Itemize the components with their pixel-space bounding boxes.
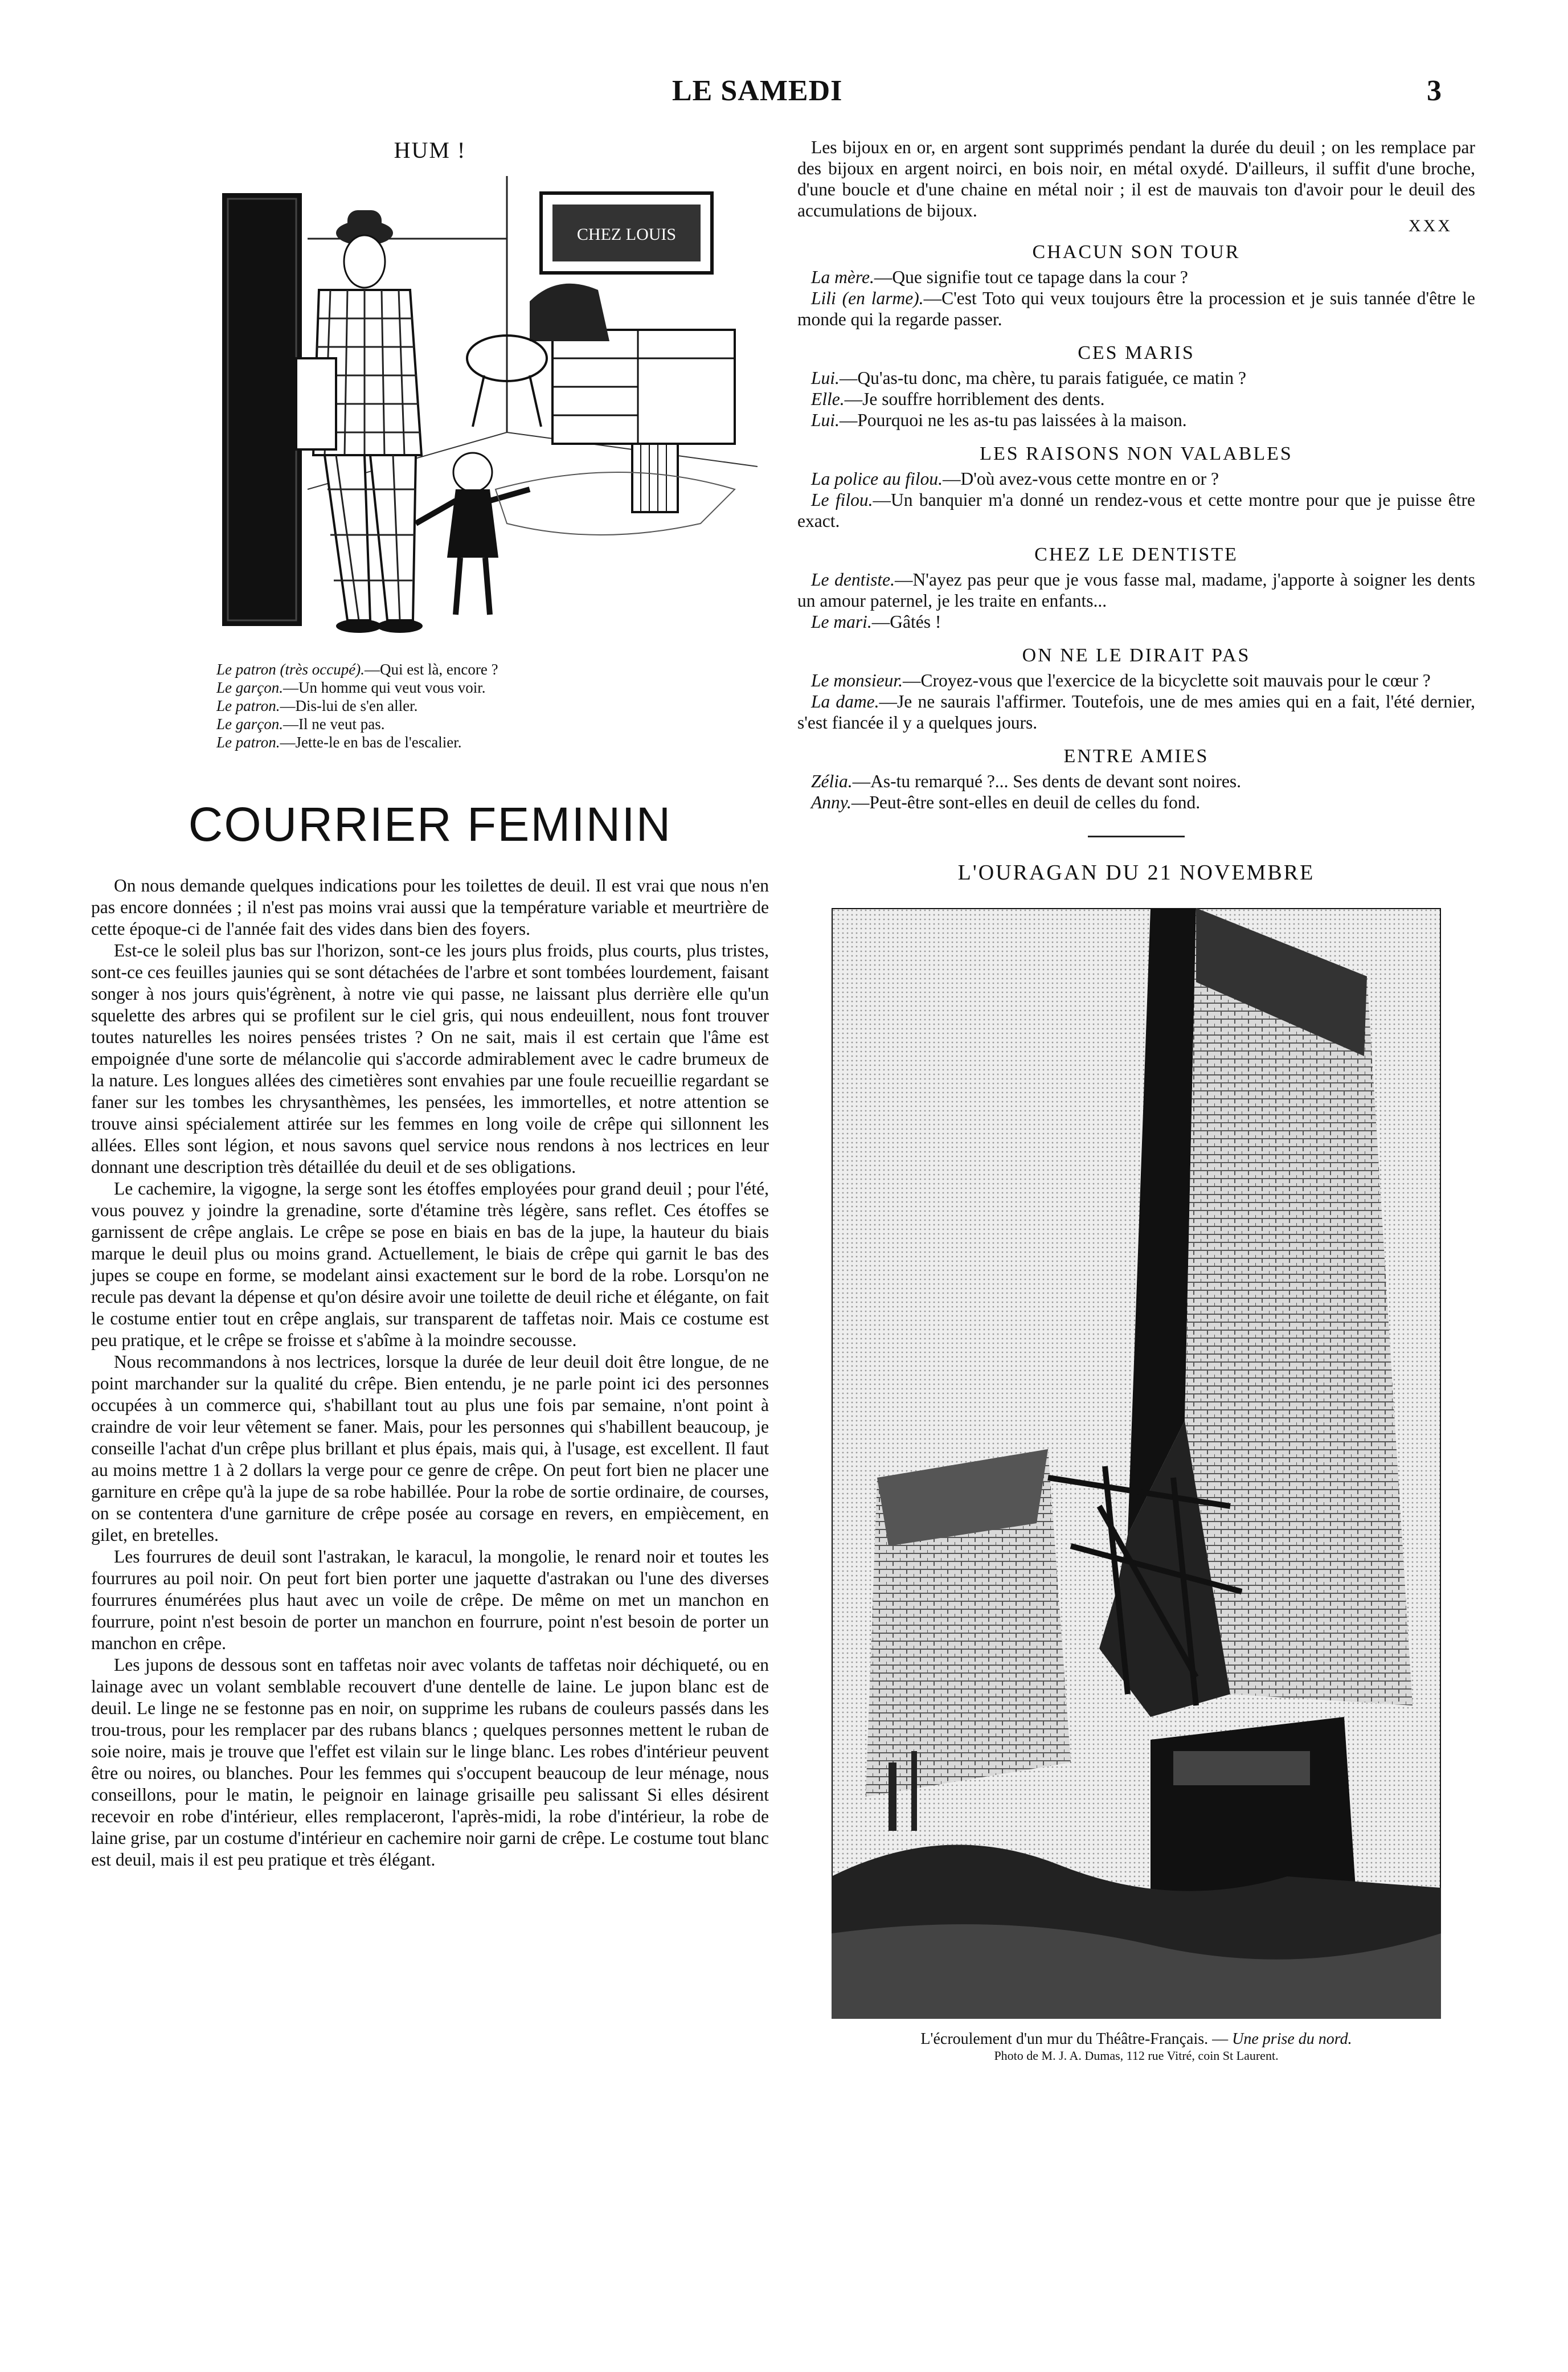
section-divider — [1088, 836, 1185, 837]
office-scene-drawing — [188, 170, 758, 643]
man-head-drawing — [344, 235, 385, 288]
papers-drawing — [296, 358, 336, 449]
article-paragraph: On nous demande quelques indications pour les toilettes de deuil. Il est vrai que nous n'en pas encore données ; il n'est pas moins vrai aussi que la température variable et meurtrière de cette époque-ci de l'année fait des vides dans bien des foyers. — [91, 876, 769, 939]
story-line: Le dentiste.—N'ayez pas peur que je vous fasse mal, madame, j'apporte à soigner les dents un amour paternel, je les traite en enfants... — [797, 570, 1475, 611]
article-title: COURRIER FEMININ — [188, 798, 672, 851]
story-title: ON NE LE DIRAIT PAS — [1022, 645, 1251, 666]
wastebasket-drawing — [632, 444, 678, 512]
photo-title: L'OURAGAN DU 21 NOVEMBRE — [957, 861, 1315, 885]
dialogue-line: Le garçon.—Un homme qui veut vous voir. — [216, 679, 486, 696]
dialogue-line: Le patron.—Dis-lui de s'en aller. — [216, 697, 418, 714]
story-line: La police au filou.—D'où avez-vous cette montre en or ? — [811, 469, 1219, 489]
story-title: CHEZ LE DENTISTE — [1034, 544, 1238, 565]
patron-drawing — [530, 284, 609, 341]
story-entre-amies — [797, 746, 1475, 813]
article-paragraph: Les fourrures de deuil sont l'astrakan, le karacul, la mongolie, le renard noir et toutes les fourrures au poil noir. On peut fort bien porter une jaquette d'astrakan ou l'une des diverses fourrures énumérées plus haut avec un voile de crêpe. De même on met un manchon en fourrure, point n'est besoin de porter un manchon en fourrure, point n'est besoin de porter un manchon en crêpe. — [91, 1547, 769, 1653]
running-title: LE SAMEDI — [672, 75, 843, 107]
dialogue-line: Le patron.—Jette-le en bas de l'escalier. — [216, 734, 462, 751]
story-line: Lui.—Pourquoi ne les as-tu pas laissées à la maison. — [811, 410, 1187, 430]
story-title: CHACUN SON TOUR — [1032, 242, 1241, 263]
story-line: Lili (en larme).—C'est Toto qui veux toujours être la procession et je suis tannée d'être le monde qui la regarde passer. — [797, 288, 1475, 329]
story-ces-maris — [797, 342, 1475, 431]
story-title: LES RAISONS NON VALABLES — [980, 443, 1293, 464]
cartoon-caption — [216, 660, 769, 751]
story-line: Elle.—Je souffre horriblement des dents. — [811, 389, 1105, 409]
photo-caption: L'écroulement d'un mur du Théâtre-Français. — Une prise du nord. — [920, 2030, 1352, 2048]
theatre-wall-photo-drawing — [832, 908, 1441, 2019]
story-line: Anny.—Peut-être sont-elles en deuil de celles du fond. — [811, 792, 1201, 812]
article-paragraph: Les jupons de dessous sont en taffetas noir avec volants de taffetas noir déchiqueté, ou en lainage avec un volant semblable recouvert d'une dentelle de laine. Le jupon blanc est de deuil. Le linge ne se festonne pas en noir, on supprime les rubans de couleurs passés dans les trou-trous, pour les remplacer par des rubans blancs ; quelques personnes mettent le ruban de soie noire, mais je trouve que l'effet est vilain sur le linge blanc. Les robes d'intérieur peuvent être ou noires, ou blanches. Pour les femmes qui s'occupent beaucoup de leur ménage, nous conseillons, pour le matin, le peignoir en lainage grisaille peu salissant Si elles désirent recevoir en robe d'intérieur, elles remplaceront, l'après-midi, la robe d'intérieur, la robe de laine grise, par un costume d'intérieur en cachemire noir garni de crêpe. Le costume tout blanc est deuil, mais il est peu pratique et très élégant. — [91, 1655, 769, 1870]
story-raisons-non-valables — [797, 443, 1475, 531]
story-chez-le-dentiste — [797, 544, 1475, 632]
story-title: CES MARIS — [1078, 342, 1195, 363]
story-line: Le mari.—Gâtés ! — [811, 612, 941, 632]
story-line: Le monsieur.—Croyez-vous que l'exercice de la bicyclette soit mauvais pour le cœur ? — [811, 670, 1431, 690]
story-line: La dame.—Je ne saurais l'affirmer. Toutefois, une de mes amies qui en a fait, l'été dernier, s'est fiancée il y a quelques jours. — [797, 692, 1475, 733]
story-line: La mère.—Que signifie tout ce tapage dans la cour ? — [811, 267, 1188, 287]
article-paragraph: Est-ce le soleil plus bas sur l'horizon, sont-ce les jours plus froids, plus courts, plus tristes, sont-ce ces feuilles jaunies qui se sont détachées de l'arbre et sont tombées lourdement, faisant songer à nos jours quis'égrènent, à notre vie qui passe, ne laissant plus derrière elle qu'un squelette des arbres qui se profilent sur le ciel gris, qui nous endeuillent, nous font trouver toutes naturelles les noires pensées tristes ? On ne sait, mais il est certain que l'âme est empoignée d'une sorte de mélancolie qui s'accorde admirablement avec le cadre brumeux de la nature. Les longues allées des cimetières sont envahies par une foule recueillie regardant se faner sur les tombes les chrysanthèmes, les pensées, les immortelles, et notre attention se trouve ainsi spécialement attirée sur les femmes en long voile de crêpe qui sillonnent les allées. Elles sont légion, et nous savons quel service nous rendons à nos lectrices en leur donnant une description très détaillée du deuil et de ses obligations. — [91, 940, 769, 1177]
boy-head-drawing — [453, 453, 492, 492]
continuation-paragraph: Les bijoux en or, en argent sont supprimés pendant la durée du deuil ; on les remplace par des bijoux en argent noirci, en bois noir, en métal oxydé. D'ailleurs, il suffit d'une broche, d'une boucle et d'une chaine en métal noir ; il est de mauvais ton d'avoir pour le deuil des accumulations de bijoux. — [797, 137, 1475, 220]
story-line: Lui.—Qu'as-tu donc, ma chère, tu parais fatiguée, ce matin ? — [811, 368, 1247, 388]
door-drawing — [222, 193, 302, 626]
article-body — [91, 875, 769, 1871]
wall-sign-text: CHEZ LOUIS — [576, 225, 677, 244]
article-paragraph: Nous recommandons à nos lectrices, lorsque la durée de leur deuil doit être longue, de ne point marchander sur la qualité du crêpe. Bien entendu, je ne parle point ici des personnes occupées à un commerce qui, s'habillant tout au plus une fois par semaine, n'ont point à craindre de voir leur vêtement se faner. Mais, pour les personnes qui s'habillent beaucoup, je conseille l'achat d'un crêpe plus brillant et plus épais, mais qui, à l'usage, est excellent. Il faut au moins mettre 1 à 2 dollars la verge pour ce genre de crêpe. On peut fort bien ne placer une garniture en crêpe qu'à la jupe de sa robe habillée. Pour la robe de sortie ordinaire, de courses, on se contentera d'une garniture de crêpe posée au corsage en revers, en empiècement, en gilet, en bretelles. — [91, 1352, 769, 1545]
story-line: Le filou.—Un banquier m'a donné un rendez-vous et cette montre pour que je puisse être exact. — [797, 490, 1475, 531]
dialogue-line: Le garçon.—Il ne veut pas. — [216, 715, 385, 733]
cartoon-illustration — [188, 170, 758, 643]
page-number: 3 — [1427, 75, 1442, 107]
dialogue-line: Le patron (très occupé).—Qui est là, encore ? — [216, 661, 498, 678]
story-title: ENTRE AMIES — [1063, 746, 1209, 767]
cartoon-title: HUM ! — [394, 137, 466, 163]
collapsed-wall-photo — [832, 908, 1441, 2019]
article-paragraph: Le cachemire, la vigogne, la serge sont les étoffes employées pour grand deuil ; pour l'été, vous pouvez y joindre la grenadine, sorte d'étamine très légère, sans reflet. Ces étoffes se garnissent de crêpe anglais. Le crêpe se pose en biais en bas de la jupe, la hauteur du biais marque le deuil plus ou moins grand. Actuellement, le biais de crêpe qui garnit le bas des jupes se coupe en forme, se modelant ainsi exactement sur le bord de la robe. Lorsqu'on ne recule pas devant la dépense et qu'on désire avoir une toilette de deuil riche et élégante, on fait le costume entier tout en crêpe anglais, sur transparent de taffetas noir. Mais ce costume est peu pratique, et le crêpe se froisse et s'abîme à la moindre secousse. — [91, 1179, 769, 1350]
article-continuation — [797, 137, 1475, 221]
left-column — [91, 137, 769, 1871]
right-column — [797, 137, 1475, 2063]
story-chacun-son-tour — [797, 242, 1475, 330]
photo-credit: Photo de M. J. A. Dumas, 112 rue Vitré, coin St Laurent. — [994, 2048, 1279, 2063]
article-signature: XXX — [1409, 216, 1452, 235]
story-on-ne-le-dirait-pas — [797, 645, 1475, 733]
story-line: Zélia.—As-tu remarqué ?... Ses dents de devant sont noires. — [811, 771, 1241, 791]
foreground-shed — [1151, 1717, 1356, 1899]
